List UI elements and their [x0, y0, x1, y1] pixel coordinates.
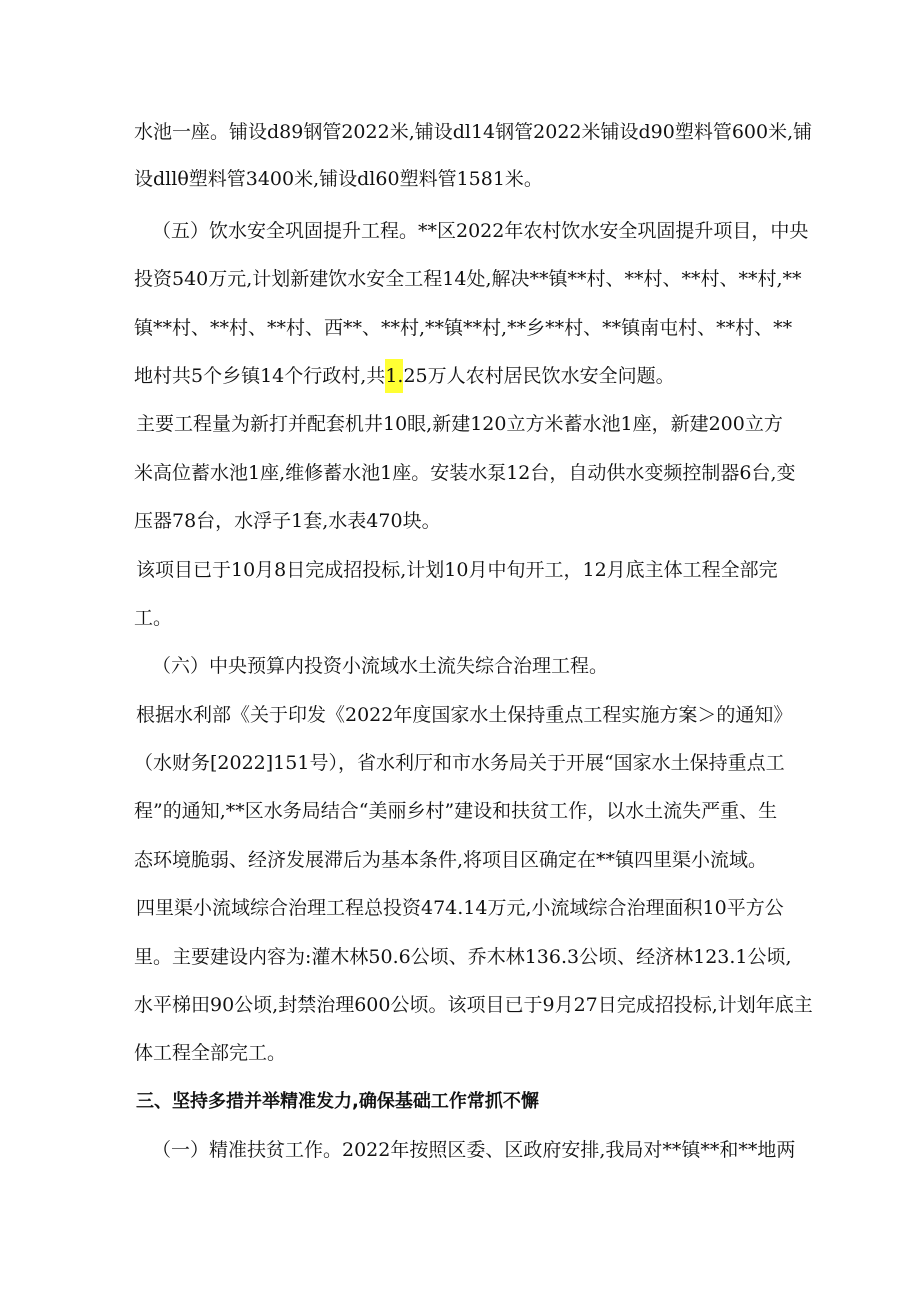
paragraph-start: 主要工程量为新打并配套机井10眼,新建120立方米蓄水池1座，新建200立方 [136, 413, 783, 435]
highlighted-text: 1. [385, 359, 403, 393]
text-line: （水财务[2022]151号），省水利厅和市水务局关于开展“国家水土保持重点工 [134, 752, 785, 774]
subsection-heading-one: （一）精准扶贫工作。2022年按照区委、区政府安排,我局对**镇**和**地两 [152, 1139, 796, 1161]
text-segment: 25万人农村居民饮水安全问题。 [403, 365, 675, 387]
text-line: 压器78台，水浮子1套,水表470块。 [134, 510, 441, 532]
text-line: 态环境脆弱、经济发展滞后为基本条件,将项目区确定在**镇四里渠小流域。 [134, 849, 768, 871]
text-line: 程”的通知,**区水务局结合“美丽乡村”建设和扶贫工作，以水土流失严重、生 [134, 800, 778, 822]
paragraph-start: 根据水利部《关于印发《2022年度国家水土保持重点工程实施方案＞的通知》 [136, 704, 793, 726]
paragraph-start: 四里渠小流域综合治理工程总投资474.14万元,小流域综合治理面积10平方公 [136, 897, 784, 919]
text-line: 水池一座。铺设d89钢管2022米,铺设dl14钢管2022米铺设d90塑料管600米,铺 [134, 121, 813, 143]
text-line: 投资540万元,计划新建饮水安全工程14处,解决**镇**村、**村、**村、**村,** [134, 268, 802, 290]
text-segment: 地村共5个乡镇14个行政村,共 [134, 365, 386, 387]
text-line: 水平梯田90公顷,封禁治理600公顷。该项目已于9月27日完成招投标,计划年底主 [134, 994, 813, 1016]
section-heading-five: （五）饮水安全巩固提升工程。**区2022年农村饮水安全巩固提升项目，中央 [152, 220, 809, 242]
text-line: 工。 [134, 607, 173, 629]
section-heading-six: （六）中央预算内投资小流域水土流失综合治理工程。 [152, 655, 609, 677]
text-line: 镇**村、**村、**村、西**、**村,**镇**村,**乡**村、**镇南屯村、**村、** [134, 317, 793, 339]
paragraph-start: 该项目已于10月8日完成招投标,计划10月中旬开工，12月底主体工程全部完 [136, 559, 778, 581]
text-line: 体工程全部完工。 [134, 1042, 287, 1064]
text-line: 米高位蓄水池1座,维修蓄水池1座。安装水泵12台，自动供水变频控制器6台,变 [134, 462, 796, 484]
section-heading-three: 三、坚持多措并举精准发力,确保基础工作常抓不懈 [136, 1091, 539, 1112]
text-line: 设dllθ塑料管3400米,铺设dl60塑料管1581米。 [134, 168, 543, 190]
text-line [134, 363, 794, 389]
text-line: 里。主要建设内容为:灌木林50.6公顷、乔木林136.3公顷、经济林123.1公顷, [134, 946, 792, 968]
